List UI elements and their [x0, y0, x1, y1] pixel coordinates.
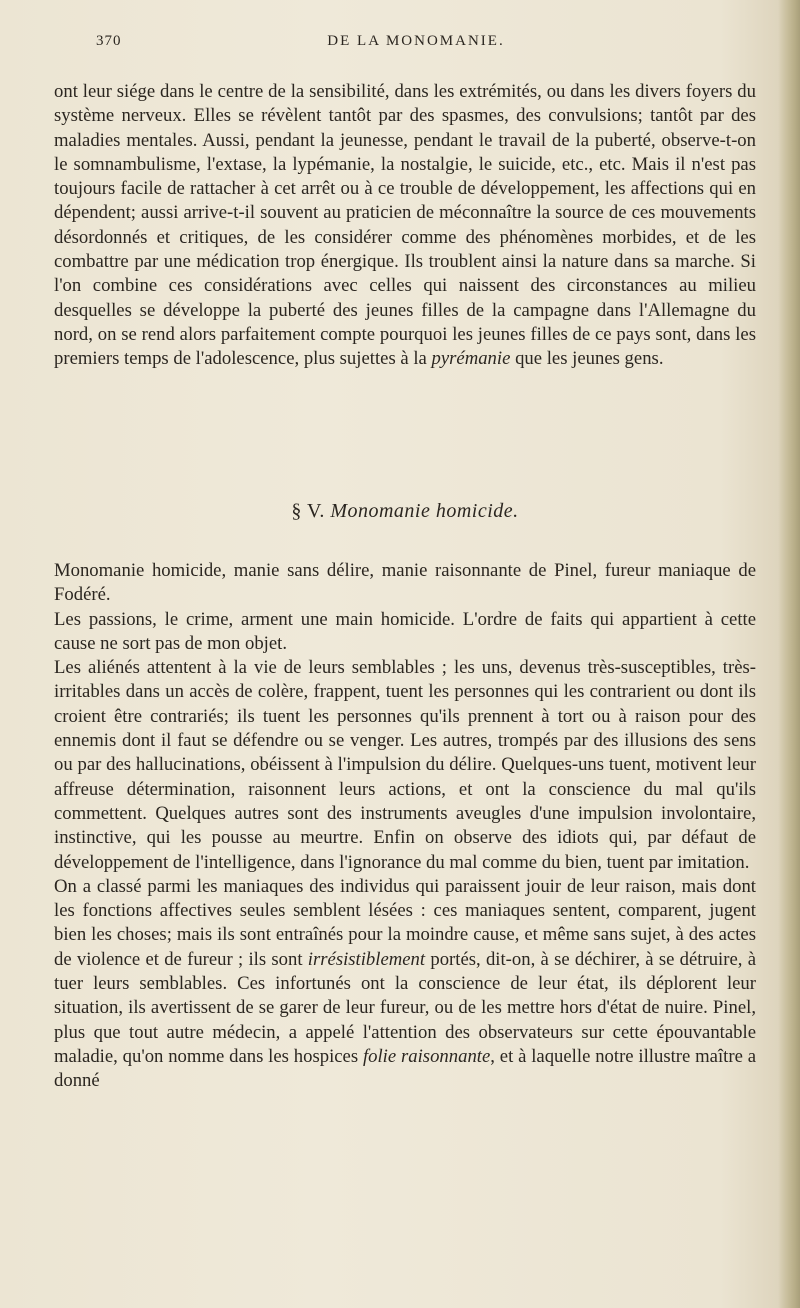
paragraph-alienes: Les aliénés attentent à la vie de leurs semblables ; les uns, devenus très-susceptibles, très-irritables dans un accès de colère, frappent, tuent les personnes qui les contrarient ou dont ils croient être contrariés; ils tuent les personnes qu'ils prennent à tort ou à raison pour des ennemis dont il faut se défendre ou se venger. Les autres, trompés par des illusions des sens ou par des hallucinations, obéissent à l'impulsion du délire. Quelques-uns tuent, motivent leur affreuse détermination, raisonnent leurs actions, et ont la conscience du mal qu'ils commettent. Quelques autres sont des instruments aveugles d'une impulsion involontaire, instinctive, qui les pousse au meurtre. Enfin on observe des idiots qui, par défaut de développement de l'intelligence, dans l'ignorance du mal comme du bien, tuent par imitation.: [54, 657, 756, 873]
section-number: § V.: [291, 500, 325, 522]
page-edge-shadow: [778, 0, 800, 1308]
paragraph-maniaques-part2: portés, dit-on, à se déchirer, à se détruire, à tuer leurs semblables. Ces infortunés ont la conscience de leur état, ils déplorent leur situation, ils avertissent de se garer de leur fureur, ou de les mettre hors d'état de nuire. Pinel, plus que tout autre médecin, a appelé l'attention des observateurs sur cette épouvantable maladie, qu'on nomme dans les hospices: [54, 948, 756, 1067]
italic-term-folie-raisonnante: folie raisonnante: [362, 1045, 491, 1067]
running-title: DE LA MONOMANIE.: [327, 33, 505, 49]
body-text-section: [54, 559, 756, 1094]
section-title: Monomanie homicide.: [330, 500, 519, 522]
paragraph-maniaques-part3: , et à laquelle notre illustre maître a donné: [54, 1045, 756, 1092]
paragraph-maniaques: [54, 875, 756, 1094]
paragraph-puberty-end: que les jeunes gens.: [510, 348, 664, 370]
paragraph-definition: Monomanie homicide, manie sans délire, manie raisonnante de Pinel, fureur maniaque de Fodéré.: [54, 560, 756, 606]
italic-term-irresistiblement: irrésistiblement: [307, 948, 426, 970]
paragraph-maniaques-part1: On a classé parmi les maniaques des individus qui paraissent jouir de leur raison, mais dont les fonctions affectives seules semblent lésées : ces maniaques sentent, comparent, jugent bien les choses; mais ils sont entraînés pour la moindre cause, et même sans sujet, à des actes de violence et de fureur ; ils sont: [54, 875, 756, 970]
body-text-top: [54, 80, 756, 372]
paragraph-passions: Les passions, le crime, arment une main homicide. L'ordre de faits qui appartient à cette cause ne sort pas de mon objet.: [54, 608, 756, 654]
page-number: 370: [96, 33, 122, 49]
italic-term-pyremanie: pyrémanie: [431, 348, 511, 370]
paragraph-puberty-text: ont leur siége dans le centre de la sensibilité, dans les extrémités, ou dans les divers foyers du système nerveux. Elles se révèlent tantôt par des spasmes, des convulsions; tantôt par des maladies mentales. Aussi, pendant la jeunesse, pendant le travail de la puberté, observe-t-on le somnambulisme, l'extase, la lypémanie, la nostalgie, le suicide, etc., etc. Mais il n'est pas toujours facile de rattacher à cet arrêt ou à ce trouble de développement, les affections qui en dépendent; aussi arrive-t-il souvent au praticien de méconnaître la source de ces mouvements désordonnés et critiques, de les considérer comme des phénomènes morbides, et de les combattre par une médication trop énergique. Ils troublent ainsi la nature dans sa marche. Si l'on combine ces considérations avec celles qui naissent des circonstances au milieu desquelles se développe la puberté des jeunes filles de la campagne dans l'Allemagne du nord, on se rend alors parfaitement compte pourquoi les jeunes filles de ce pays sont, dans les premiers temps de l'adolescence, plus sujettes à la: [54, 81, 756, 370]
paragraph-puberty: [54, 80, 756, 372]
section-heading: [54, 500, 756, 523]
page-header: [96, 33, 736, 57]
